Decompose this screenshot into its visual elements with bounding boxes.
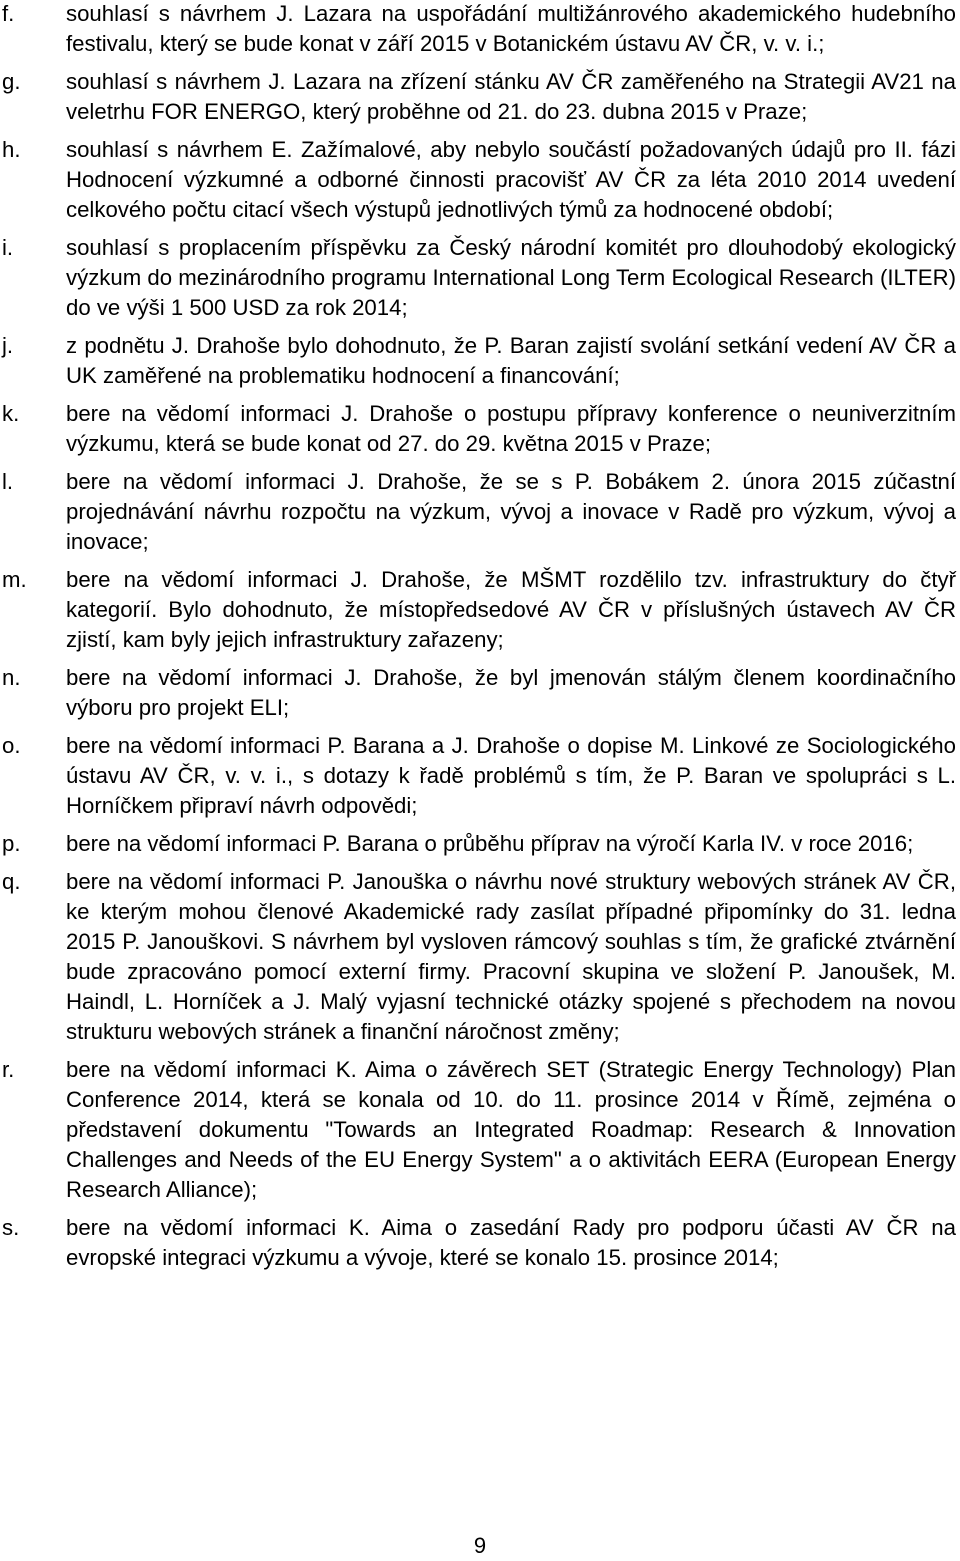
page-number: 9: [473, 1533, 487, 1558]
list-item: [0, 233, 960, 323]
list-item: [0, 1213, 960, 1273]
list-item-letter: j.: [2, 333, 14, 358]
list-item: [0, 67, 960, 127]
list-item: [0, 331, 960, 391]
list-item: [0, 135, 960, 225]
list-item-letter: k.: [2, 401, 20, 426]
list-item: [0, 467, 960, 557]
list-item: [0, 1055, 960, 1205]
list-item-text: bere na vědomí informaci J. Drahoše o postupu přípravy konference o neuniverzitním výzkumu, která se bude konat od 27. do 29. května 2015 v Praze;: [66, 401, 956, 456]
list-item-letter: f.: [2, 1, 15, 26]
list-item-letter: n.: [2, 665, 21, 690]
list-item-letter: m.: [2, 567, 27, 592]
list-item: [0, 0, 960, 59]
list-item-letter: i.: [2, 235, 14, 260]
list-item: [0, 565, 960, 655]
list-item-text: bere na vědomí informaci K. Aima o závěrech SET (Strategic Energy Technology) Plan Conference 2014, která se konala od 10. do 11. prosince 2014 v Římě, zejména o představení dokumentu "Towards an Integrated Roadmap: Research & Innovation Challenges and Needs of the EU Energy System" a o aktivitách EERA (European Energy Research Alliance);: [66, 1057, 956, 1202]
list-item-text: souhlasí s návrhem J. Lazara na uspořádání multižánrového akademického hudebního festivalu, který se bude konat v září 2015 v Botanickém ústavu AV ČR, v. v. i.;: [66, 1, 956, 56]
list-item-text: bere na vědomí informaci J. Drahoše, že se s P. Bobákem 2. února 2015 zúčastní projednávání návrhu rozpočtu na výzkum, vývoj a inovace v Radě pro výzkum, vývoj a inovace;: [66, 469, 956, 554]
list-item: [0, 867, 960, 1047]
list-item-text: bere na vědomí informaci P. Janouška o návrhu nové struktury webových stránek AV ČR, ke kterým mohou členové Akademické rady zasílat případné připomínky do 31. ledna 2015 P. Janouškovi. S návrhem byl vysloven rámcový souhlas s tím, že grafické ztvárnění bude zpracováno pomocí externí firmy. Pracovní skupina ve složení P. Janoušek, M. Haindl, L. Horníček a J. Malý vyjasní technické otázky spojené s přechodem na novou strukturu webových stránek a finanční náročnost změny;: [66, 869, 956, 1044]
list-item-letter: o.: [2, 733, 21, 758]
list-item-letter: s.: [2, 1215, 20, 1240]
list-item-letter: l.: [2, 469, 14, 494]
list-item: [0, 829, 960, 859]
list-item-text: bere na vědomí informaci K. Aima o zasedání Rady pro podporu účasti AV ČR na evropské integraci výzkumu a vývoje, které se konalo 15. prosince 2014;: [66, 1215, 956, 1270]
list-item-text: souhlasí s proplacením příspěvku za Český národní komitét pro dlouhodobý ekologický výzkum do mezinárodního programu International Long Term Ecological Research (ILTER) do ve výši 1 500 USD za rok 2014;: [66, 235, 956, 320]
list-item-text: bere na vědomí informaci J. Drahoše, že byl jmenován stálým členem koordinačního výboru pro projekt ELI;: [66, 665, 956, 720]
list-item: [0, 731, 960, 821]
list-item-text: bere na vědomí informaci P. Barana a J. Drahoše o dopise M. Linkové ze Sociologického ústavu AV ČR, v. v. i., s dotazy k řadě problémů s tím, že P. Baran ve spolupráci s L. Horníčkem připraví návrh odpovědi;: [66, 733, 956, 818]
list-item: [0, 663, 960, 723]
list-item-text: bere na vědomí informaci J. Drahoše, že MŠMT rozdělilo tzv. infrastruktury do čtyř kategorií. Bylo dohodnuto, že místopředsedové AV ČR v příslušných ústavech AV ČR zjistí, kam byly jejich infrastruktury zařazeny;: [66, 567, 956, 652]
list-item-text: z podnětu J. Drahoše bylo dohodnuto, že P. Baran zajistí svolání setkání vedení AV ČR a UK zaměřené na problematiku hodnocení a financování;: [66, 333, 956, 388]
list-item-text: souhlasí s návrhem J. Lazara na zřízení stánku AV ČR zaměřeného na Strategii AV21 na veletrhu FOR ENERGO, který proběhne od 21. do 23. dubna 2015 v Praze;: [66, 69, 956, 124]
list-item-letter: g.: [2, 69, 21, 94]
list-item-letter: r.: [2, 1057, 15, 1082]
list-item-letter: p.: [2, 831, 21, 856]
list-item-letter: h.: [2, 137, 21, 162]
list-item-text: bere na vědomí informaci P. Barana o průběhu příprav na výročí Karla IV. v roce 2016;: [66, 831, 914, 856]
list-item-letter: q.: [2, 869, 21, 894]
list-item: [0, 399, 960, 459]
list-item-text: souhlasí s návrhem E. Zažímalové, aby nebylo součástí požadovaných údajů pro II. fázi Hodnocení výzkumné a odborné činnosti pracovišť AV ČR za léta 2010 2014 uvedení celkového počtu citací všech výstupů jednotlivých týmů za hodnocené období;: [66, 137, 956, 222]
